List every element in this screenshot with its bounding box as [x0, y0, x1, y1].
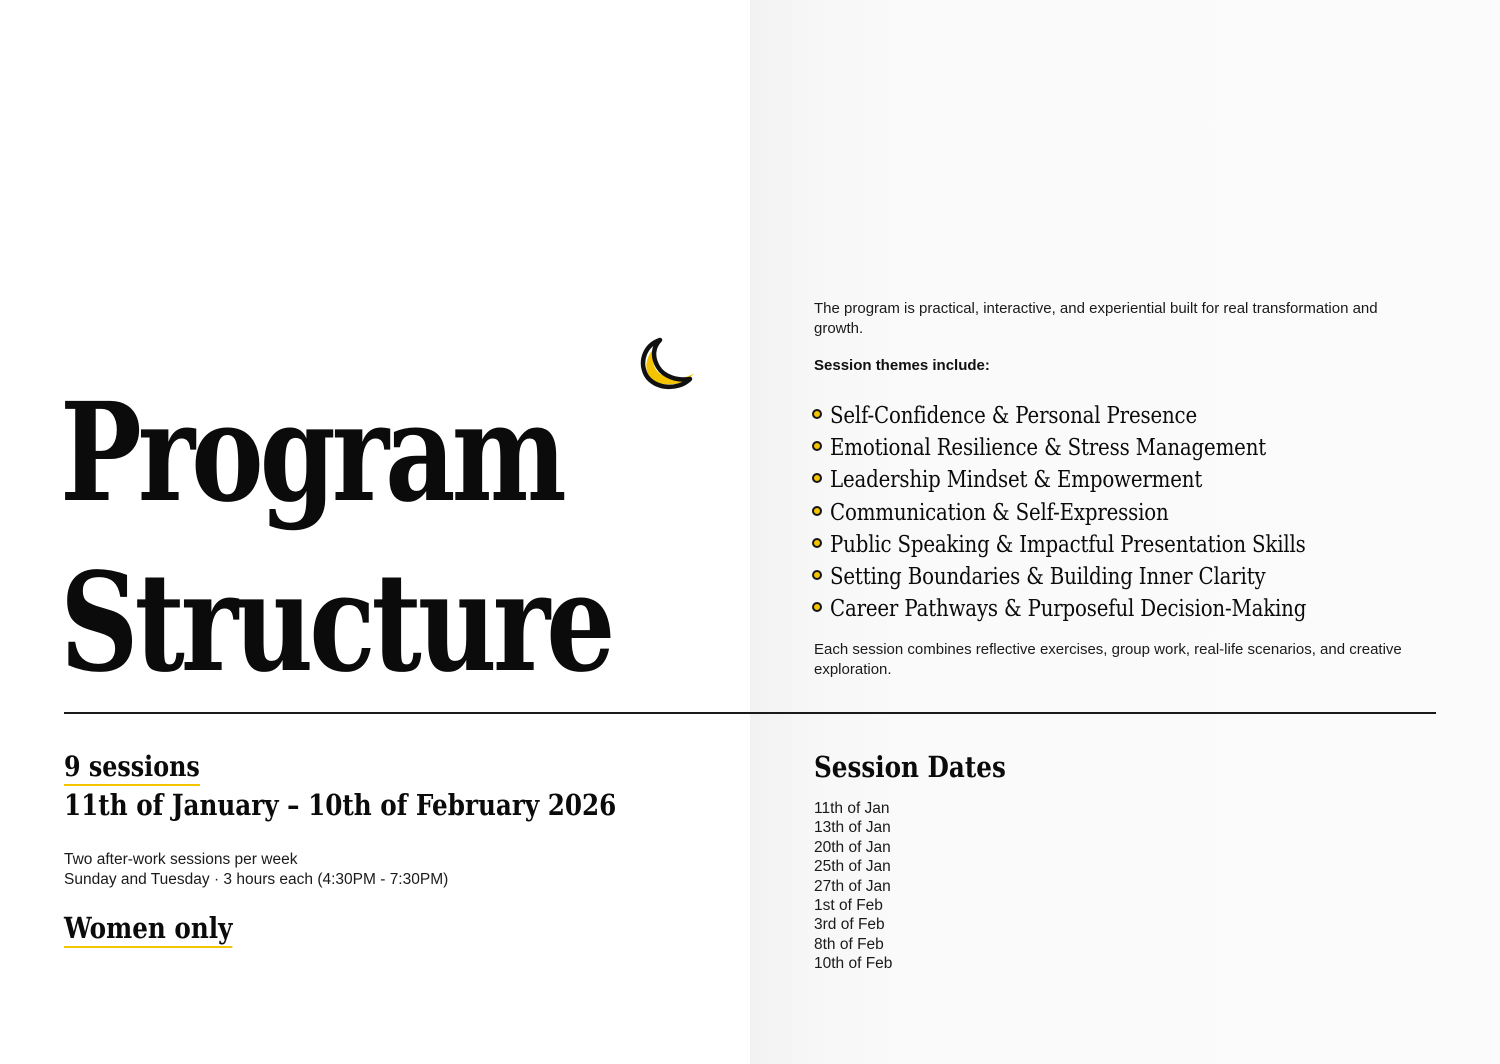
list-item: 20th of Jan [814, 838, 891, 856]
list-item: 27th of Jan [814, 877, 891, 895]
circle-bullet-icon [812, 441, 822, 451]
circle-bullet-icon [812, 570, 822, 580]
themes-heading: Session themes include: [814, 357, 990, 374]
theme-label: Self-Confidence & Personal Presence [830, 403, 1198, 430]
page-title [60, 368, 611, 708]
schedule-text [64, 850, 448, 890]
circle-bullet-icon [812, 506, 822, 516]
session-dates-heading: Session Dates [814, 750, 1006, 784]
date-range: 11th of January – 10th of February 2026 [64, 788, 617, 822]
list-item [812, 593, 1384, 625]
circle-bullet-icon [812, 409, 822, 419]
audience-text: Women only [64, 911, 232, 948]
circle-bullet-icon [812, 473, 822, 483]
schedule-line-days: Sunday and Tuesday · 3 hours each (4:30PM - 7:30PM) [64, 871, 449, 888]
audience-label [64, 911, 232, 945]
theme-label: Communication & Self-Expression [830, 499, 1169, 526]
list-item [812, 561, 1384, 593]
circle-bullet-icon [812, 538, 822, 548]
list-item: 3rd of Feb [814, 916, 885, 934]
sessions-count-label: 9 sessions [64, 750, 200, 786]
theme-label: Setting Boundaries & Building Inner Clarity [830, 564, 1266, 591]
list-item: 8th of Feb [814, 935, 884, 953]
title-line-program: Program [60, 373, 563, 533]
list-item [812, 432, 1384, 464]
closing-text: Each session combines reflective exercises, group work, real-life scenarios, and creative exploration. [814, 641, 1402, 678]
list-item: 11th of Jan [814, 800, 890, 817]
schedule-line-frequency: Two after-work sessions per week [64, 851, 298, 868]
themes-list [812, 400, 1384, 625]
circle-bullet-icon [812, 602, 822, 612]
theme-label: Career Pathways & Purposeful Decision-Making [830, 596, 1307, 623]
list-item: 13th of Jan [814, 819, 891, 837]
list-item [812, 497, 1384, 529]
theme-label: Emotional Resilience & Stress Management [830, 435, 1267, 462]
theme-label: Public Speaking & Impactful Presentation Skills [830, 531, 1306, 558]
sessions-count [64, 750, 200, 783]
list-item: 10th of Feb [814, 955, 893, 973]
list-item [812, 529, 1384, 561]
list-item: 25th of Jan [814, 858, 891, 876]
intro-text: The program is practical, interactive, and experiential built for real transformation and growth. [814, 300, 1378, 337]
title-line-structure: Structure [60, 543, 612, 703]
list-item [812, 464, 1384, 496]
session-dates-list [814, 799, 892, 974]
crescent-moon-icon [636, 335, 698, 393]
list-item [812, 400, 1384, 432]
theme-label: Leadership Mindset & Empowerment [830, 467, 1203, 494]
list-item: 1st of Feb [814, 897, 883, 915]
divider [64, 712, 1436, 714]
